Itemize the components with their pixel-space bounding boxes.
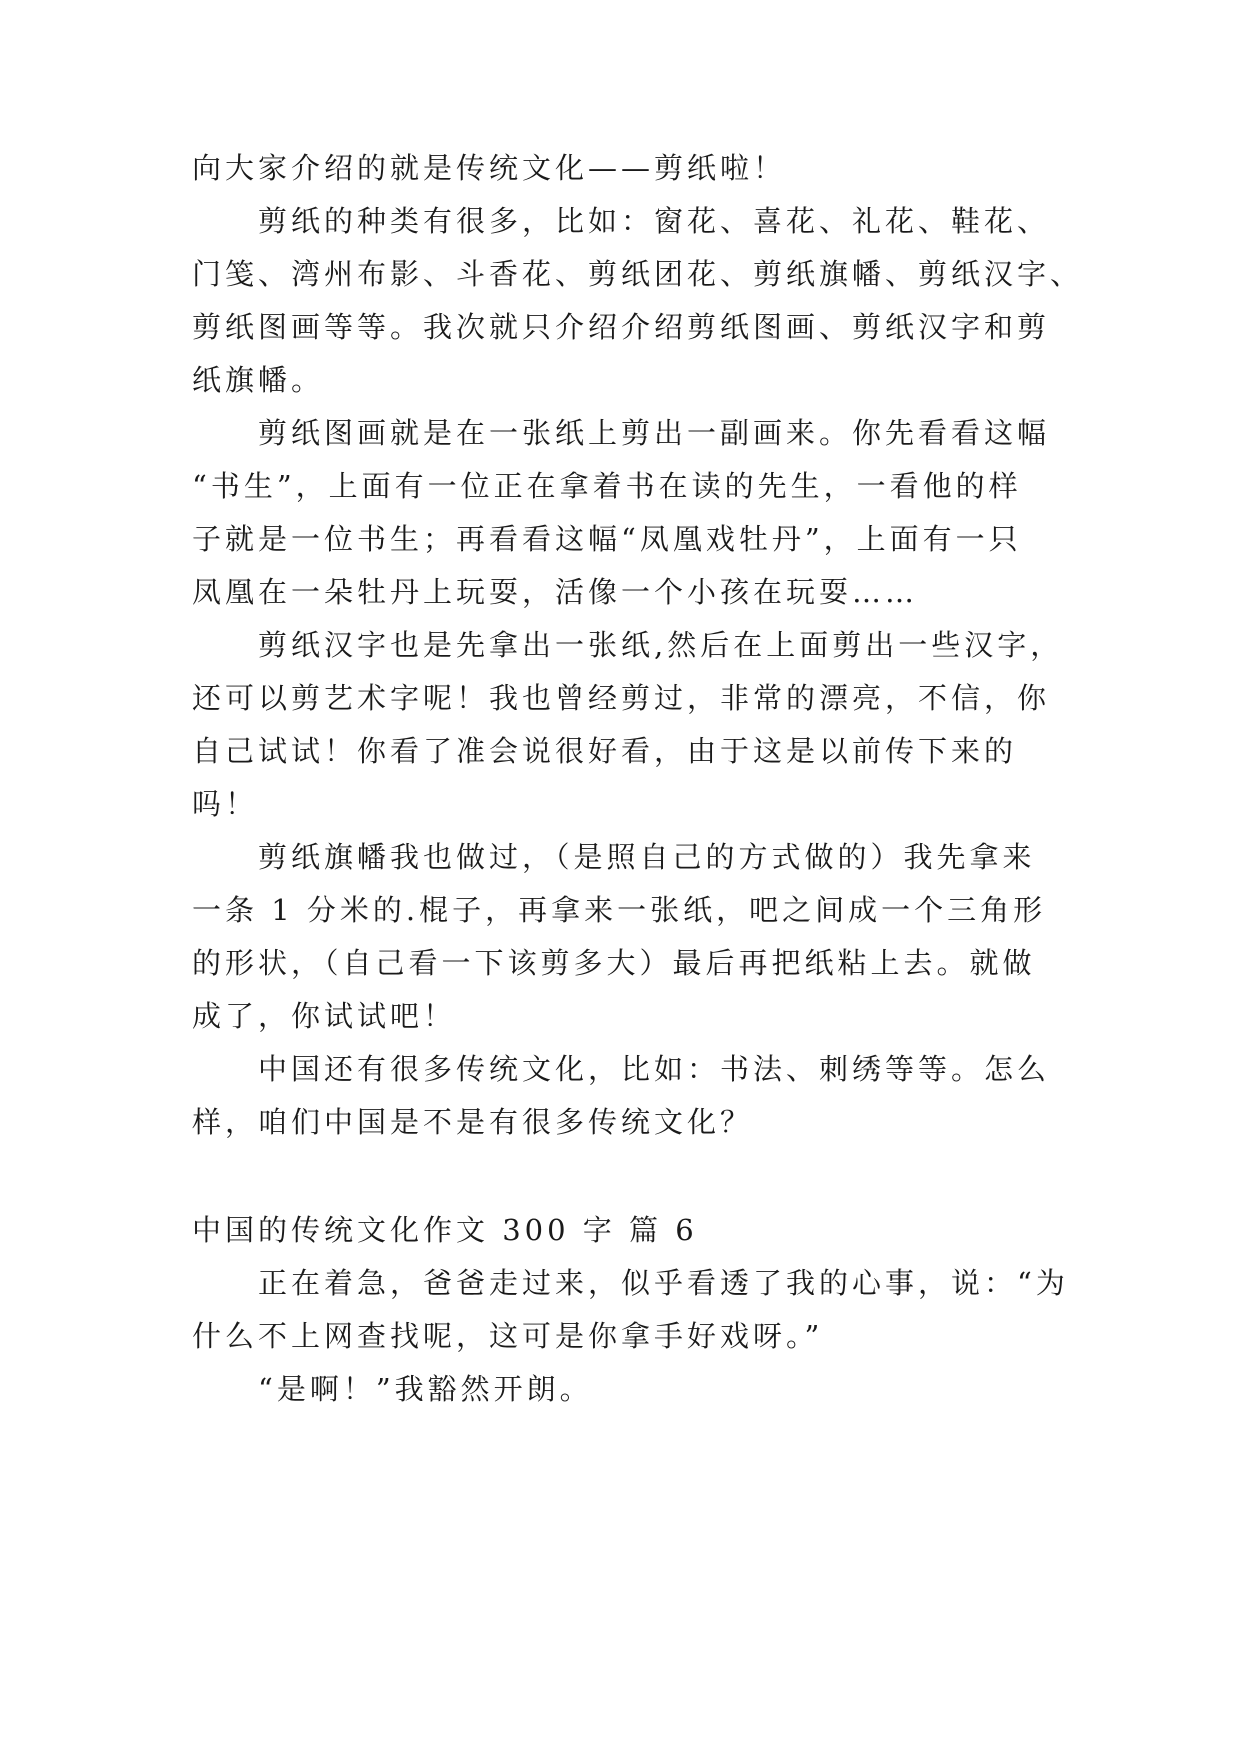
text-line: 吗！ — [192, 787, 259, 821]
text-line: 成了，你试试吧！ — [192, 999, 457, 1033]
text-line: 向大家介绍的就是传统文化——剪纸啦！ — [192, 151, 787, 185]
paragraph-first-line: 正在着急，爸爸走过来，似乎看透了我的心事，说：“为 — [258, 1266, 1069, 1300]
text-line: “书生”，上面有一位正在拿着书在读的先生，一看他的样 — [192, 469, 1022, 503]
text-line: 凤凰在一朵牡丹上玩耍，活像一个小孩在玩耍…… — [192, 575, 919, 609]
paragraph-first-line: 剪纸汉字也是先拿出一张纸,然后在上面剪出一些汉字， — [258, 628, 1064, 662]
paragraph-first-line: 剪纸旗幡我也做过，（是照自己的方式做的）我先拿来 — [258, 840, 1036, 874]
text-line: 样，咱们中国是不是有很多传统文化？ — [192, 1105, 754, 1139]
text-line: 门笺、湾州布影、斗香花、剪纸团花、剪纸旗幡、剪纸汉字、 — [192, 257, 1084, 291]
text-line: 一条 1 分米的.棍子，再拿来一张纸，吧之间成一个三角形 — [192, 893, 1047, 927]
paragraph-first-line: “是啊！”我豁然开朗。 — [258, 1372, 593, 1406]
paragraph-first-line: 中国还有很多传统文化，比如：书法、刺绣等等。怎么 — [258, 1052, 1051, 1086]
paragraph-first-line: 剪纸的种类有很多，比如：窗花、喜花、礼花、鞋花、 — [258, 204, 1051, 238]
text-line: 的形状，（自己看一下该剪多大）最后再把纸粘上去。就做 — [192, 946, 1036, 980]
text-line: 纸旗幡。 — [192, 363, 325, 397]
text-line: 子就是一位书生；再看看这幅“凤凰戏牡丹”，上面有一只 — [192, 522, 1022, 556]
section-heading: 中国的传统文化作文 300 字 篇 6 — [192, 1213, 698, 1247]
paragraph-first-line: 剪纸图画就是在一张纸上剪出一副画来。你先看看这幅 — [258, 416, 1051, 450]
text-line: 什么不上网查找呢，这可是你拿手好戏呀。” — [192, 1319, 824, 1353]
text-line: 自己试试！你看了准会说很好看，由于这是以前传下来的 — [192, 734, 1018, 768]
text-line: 剪纸图画等等。我次就只介绍介绍剪纸图画、剪纸汉字和剪 — [192, 310, 1051, 344]
text-line: 还可以剪艺术字呢！我也曾经剪过，非常的漂亮，不信，你 — [192, 681, 1051, 715]
